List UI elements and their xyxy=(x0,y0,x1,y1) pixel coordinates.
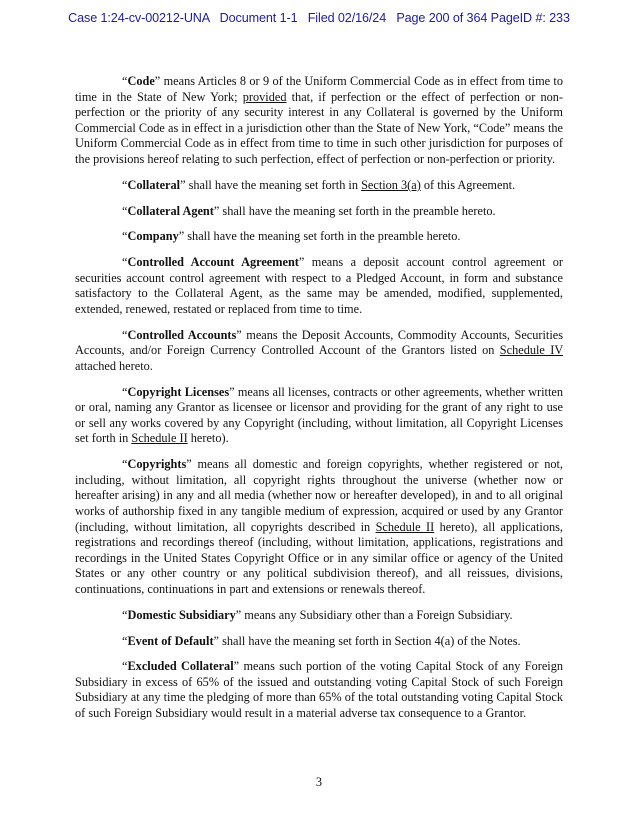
cross-reference: Schedule II xyxy=(375,519,435,534)
defined-term: Copyright Licenses xyxy=(127,384,230,399)
defined-term: Collateral Agent xyxy=(127,203,214,218)
definition-paragraph: “Code” means Articles 8 or 9 of the Uniform Commercial Code as in effect from time to time in the State of New York; provided that, if perfection or the effect of perfection or non-perfection or the priority of any security interest in any Collateral is governed by the Uniform Commercial Code as in effect in a jurisdiction other than the State of New York, “Code” means the Uniform Commercial Code as in effect from time to time in such other jurisdiction for purposes of the provisions hereof relating to such perfection, effect of perfection or non-perfection or priority. xyxy=(75,74,564,166)
definition-paragraph: “Collateral Agent” shall have the meaning set forth in the preamble hereto. xyxy=(122,203,496,218)
cross-reference: Section 3(a) xyxy=(361,177,421,192)
definition-paragraph: “Copyrights” means all domestic and foreign copyrights, whether registered or not, including, without limitation, all copyright rights throughout the universe (whether now or hereafter arising) in any and all media (whether now or hereafter developed), in and to all original works of authorship fixed in any tangible medium of expression, acquired or used by any Grantor (including, without limitation, all copyrights described in Schedule II hereto), all applications, registrations and recordings thereof (including, without limitation, applications, registrations and recordings in the United States Copyright Office or in any similar office or agency of the United States or any other country or any political subdivision thereof), and all reissues, divisions, continuations, continuations in part and extensions or renewals thereof. xyxy=(75,457,563,596)
defined-term: Excluded Collateral xyxy=(127,659,234,674)
defined-term: Domestic Subsidiary xyxy=(127,607,236,622)
defined-term: Controlled Accounts xyxy=(127,327,237,342)
cross-reference: Schedule IV xyxy=(499,343,563,358)
defined-term: Code xyxy=(127,74,155,88)
defined-term: Event of Default xyxy=(127,633,214,648)
definition-paragraph: “Company” shall have the meaning set forth in the preamble hereto. xyxy=(122,229,461,244)
definitions-section xyxy=(75,74,563,732)
definition-paragraph: “Excluded Collateral” means such portion of the voting Capital Stock of any Foreign Subsidiary in excess of 65% of the issued and outstanding voting Capital Stock of such Foreign Subsidiary at any time the pledging of more than 65% of the total outstanding voting Capital Stock of such Foreign Subsidiary would result in a material adverse tax consequence to a Grantor. xyxy=(75,659,563,721)
court-filing-header: Case 1:24-cv-00212-UNA Document 1-1 Filed 02/16/24 Page 200 of 364 PageID #: 233 xyxy=(68,11,570,25)
defined-term: Controlled Account Agreement xyxy=(127,255,299,270)
definition-paragraph: “Copyright Licenses” means all licenses, contracts or other agreements, whether written or oral, naming any Grantor as licensee or licensor and providing for the grant of any right to use or sell any works covered by any Copyright (including, without limitation, all Copyright Licenses set forth in Schedule II hereto). xyxy=(75,384,563,446)
cross-reference: provided xyxy=(242,89,287,104)
definition-paragraph: “Controlled Account Agreement” means a deposit account control agreement or securities account control agreement with respect to a Pledged Account, in form and substance satisfactory to the Collateral Agent, as the same may be amended, modified, supplemented, extended, renewed, restated or replaced from time to time. xyxy=(75,255,563,316)
defined-term: Copyrights xyxy=(127,457,187,472)
defined-term: Company xyxy=(127,229,179,244)
definition-paragraph: “Collateral” shall have the meaning set forth in Section 3(a) of this Agreement. xyxy=(122,177,516,192)
definition-paragraph: “Controlled Accounts” means the Deposit Accounts, Commodity Accounts, Securities Accounts, and/or Foreign Currency Controlled Account of the Grantors listed on Schedule IV attached hereto. xyxy=(75,327,563,373)
definition-paragraph: “Domestic Subsidiary” means any Subsidiary other than a Foreign Subsidiary. xyxy=(122,607,513,622)
definition-paragraph: “Event of Default” shall have the meaning set forth in Section 4(a) of the Notes. xyxy=(122,633,521,648)
defined-term: Collateral xyxy=(127,177,181,192)
cross-reference: Schedule II xyxy=(131,431,188,446)
page-number: 3 xyxy=(315,775,323,789)
